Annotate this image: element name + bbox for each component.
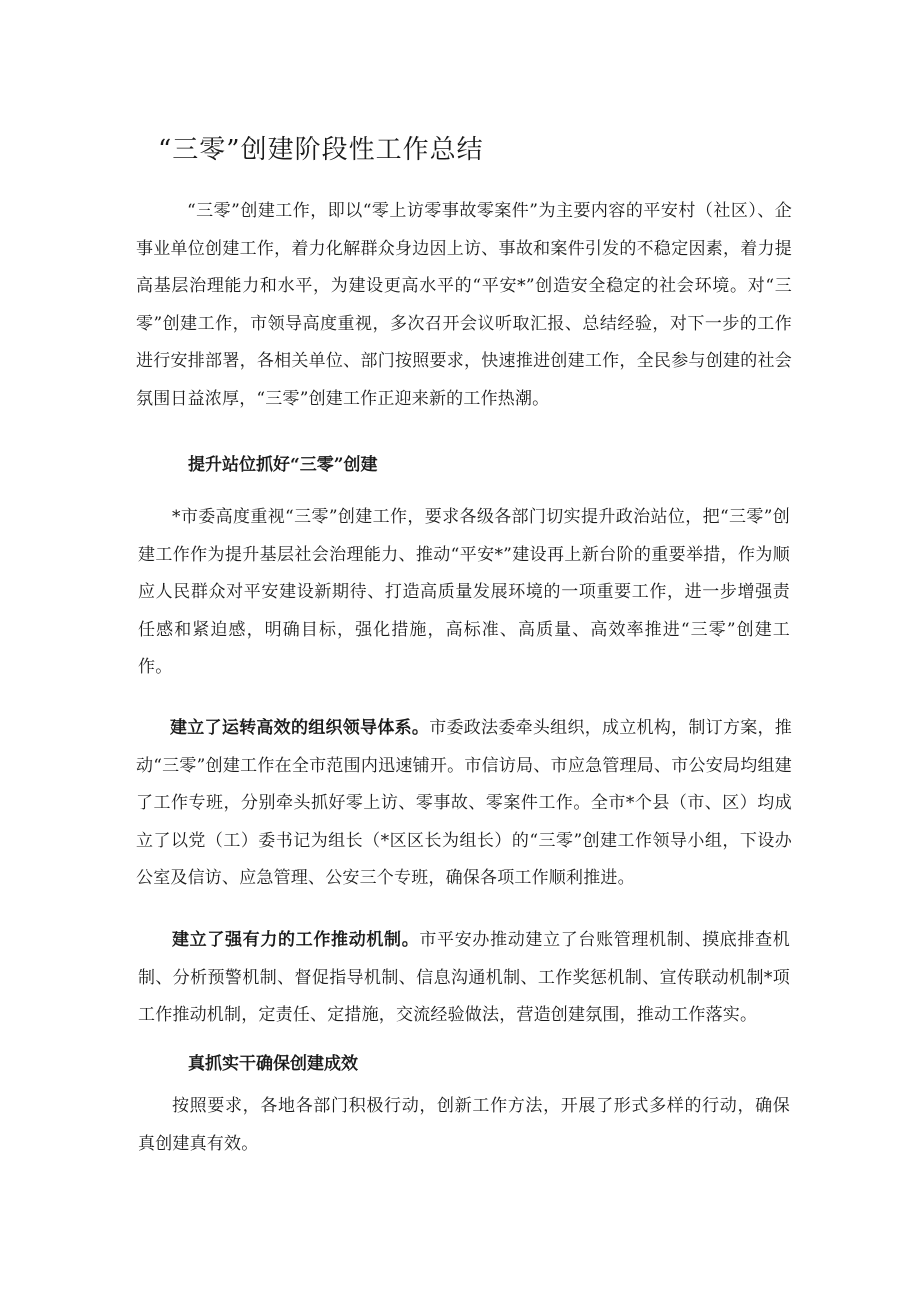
- section-heading-raise-position: 提升站位抓好“三零”创建: [188, 455, 378, 475]
- point2-lead: 建立了强有力的工作推动机制。: [172, 930, 420, 950]
- point1-lead: 建立了运转高效的组织领导体系。: [170, 718, 430, 738]
- section2-paragraph: 按照要求，各地各部门积极行动，创新工作方法，开展了形式多样的行动，确保真创建真有效。: [138, 1096, 790, 1154]
- point2-body: 市平安办推动建立了台账管理机制、摸底排查机制、分析预警机制、督促指导机制、信息沟通机制、工作奖惩机制、宣传联动机制*项工作推动机制，定责任、定措施，交流经验做法，营造创建氛围，推动工作落实。: [138, 930, 790, 1025]
- section1-paragraph: *市委高度重视“三零”创建工作，要求各级各部门切实提升政治站位，把“三零”创建工作作为提升基层社会治理能力、推动“平安*”建设再上新台阶的重要举措，作为顺应人民群众对平安建设新期待、打造高质量发展环境的一项重要工作，进一步增强责任感和紧迫感，明确目标，强化措施，高标准、高质量、高效率推进“三零”创建工作。: [138, 507, 790, 677]
- intro-paragraph: “三零”创建工作，即以“零上访零事故零案件”为主要内容的平安村（社区）、企事业单位创建工作，着力化解群众身边因上访、事故和案件引发的不稳定因素，着力提高基层治理能力和水平，为建设更高水平的“平安*”创造安全稳定的社会环境。对“三零”创建工作，市领导高度重视，多次召开会议听取汇报、总结经验，对下一步的工作进行安排部署，各相关单位、部门按照要求，快速推进创建工作，全民参与创建的社会氛围日益浓厚，“三零”创建工作正迎来新的工作热潮。: [136, 201, 792, 409]
- point2-paragraph: [138, 922, 790, 1035]
- document-title: “三零”创建阶段性工作总结: [158, 135, 484, 165]
- section-heading-real-results: 真抓实干确保创建成效: [188, 1054, 358, 1074]
- point1-body: 市委政法委牵头组织，成立机构，制订方案，推动“三零”创建工作在全市范围内迅速铺开。市信访局、市应急管理局、市公安局均组建了工作专班，分别牵头抓好零上访、零事故、零案件工作。全市*个县（市、区）均成立了以党（工）委书记为组长（*区区长为组长）的“三零”创建工作领导小组，下设办公室及信访、应急管理、公安三个专班，确保各项工作顺利推进。: [136, 718, 793, 888]
- point1-paragraph: [136, 710, 792, 898]
